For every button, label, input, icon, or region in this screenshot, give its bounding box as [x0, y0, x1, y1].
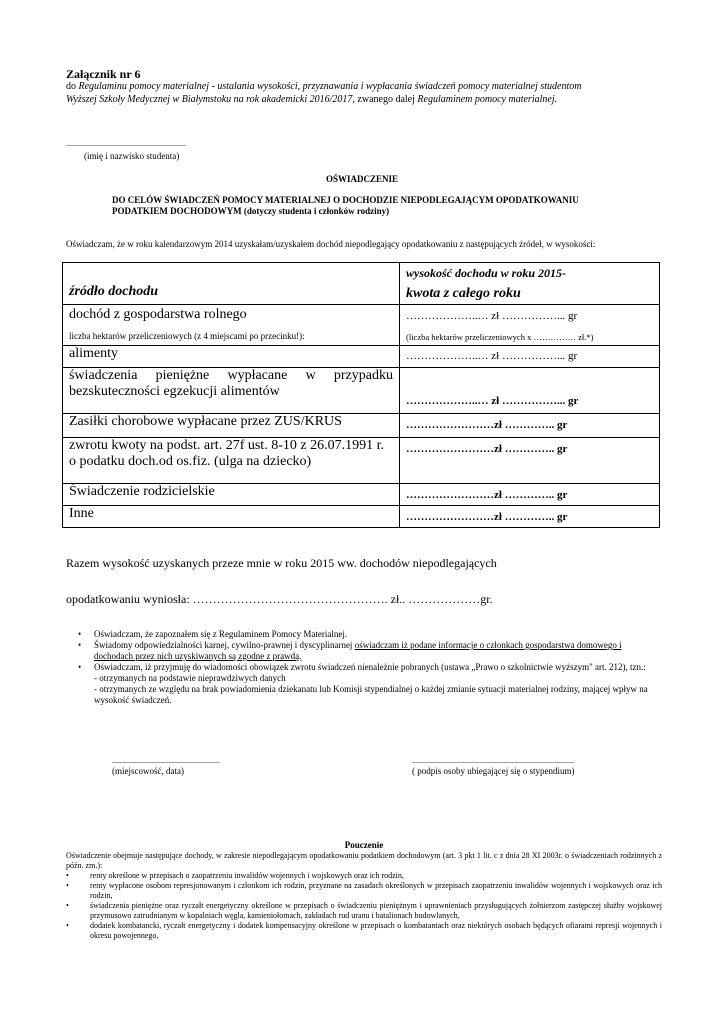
total-line2: opodatkowaniu wyniosła: …………………………………………. zł.. ………………gr.	[66, 592, 493, 606]
header-source: źródło dochodu	[63, 263, 400, 305]
table-row	[63, 484, 660, 506]
income-table	[62, 262, 660, 528]
row-source-note: liczba hektarów przeliczeniowych (z 4 miejscami po przecinku!):	[69, 331, 305, 341]
student-name-label: (imię i nazwisko studenta)	[84, 151, 180, 161]
instructions-title: Pouczenie	[344, 840, 384, 850]
total-line1: Razem wysokość uzyskanych przeze mnie w roku 2015 ww. dochodów niepodlegających	[66, 556, 497, 570]
place-date-label: (miejscowość, data)	[112, 766, 184, 776]
instructions-item: • renty określone w przepisach o zaopatrzeniu inwalidów wojennych i wojskowych oraz ich rodzin,	[66, 871, 662, 881]
declaration-underlined: oświadczam iż podane informacje o członkach gospodarstwa domowego i dochodach przez nich uzyskiwanych są zgodne z prawdą.	[94, 640, 622, 661]
row-source: zwrotu kwoty na podst. art. 27f ust. 8-10 z 26.07.1991 r. o podatku doch.od os.fiz. (ulga na dziecko)	[63, 438, 400, 484]
row-amount: ……………………zł ………….. gr	[400, 484, 660, 506]
row-source: alimenty	[63, 346, 400, 368]
table-row	[63, 506, 660, 528]
reference-line2: Wyższej Szkoły Medycznej w Białymstoku na rok akademicki 2016/2017	[66, 94, 353, 105]
row-amount: ……………………zł ………….. gr	[400, 438, 660, 484]
row-amount-note: (liczba hektarów przeliczeniowych x …………… zł.*)	[406, 332, 594, 342]
instructions-item: • świadczenia pieniężne oraz ryczałt energetyczny określone w przepisach o świadczeniu pieniężnym i uprawnieniach przysługujących żołnierzom zastępczej służby wojskowej przymusowo zatrudnianym w kopalniach węgla, kamieniołomach, zakładach rud uranu i batalionach budowlanych,	[66, 901, 662, 921]
reference-end: Regulaminem pomocy materialnej.	[417, 94, 558, 105]
declaration-sub: - otrzymanych ze względu na brak powiadomienia dziekanatu lub Komisji stypendialnej o każdej zmianie sytuacji materialnej rodziny, mającej wpływ na wysokość świadczeń.	[94, 684, 648, 705]
table-header-row	[63, 263, 660, 305]
table-row	[63, 438, 660, 484]
header-amount	[400, 263, 660, 305]
declaration-item	[78, 640, 660, 662]
row-source: Zasiłki chorobowe wypłacane przez ZUS/KRUS	[63, 414, 400, 438]
declarations	[78, 629, 660, 706]
student-name-dots: ............................................................	[66, 139, 186, 148]
row-source: świadczenia pieniężne wypłacane w przypadku bezskuteczności egzekucji alimentów	[63, 368, 400, 414]
row-source: Inne	[63, 506, 400, 528]
row-amount: ……………………zł ………….. gr	[400, 414, 660, 438]
subtitle-line2: PODATKIEM DOCHODOWYM (dotyczy studenta i członków rodziny)	[112, 206, 390, 216]
reference-line1: Regulaminu pomocy materialnej - ustalania wysokości, przyznawania i wypłacania świadczeń pomocy materialnej studentom	[78, 81, 582, 92]
header-amount-line2: kwota z całego roku	[406, 286, 521, 301]
table-row	[63, 414, 660, 438]
row-amount-cell	[400, 305, 660, 346]
reference-mid: , zwanego dalej	[352, 94, 418, 105]
subtitle-line1: DO CELÓW ŚWIADCZEŃ POMOCY MATERIALNEJ O DOCHODZIE NIEPODLEGAJĄCYM OPODATKOWANIU	[112, 195, 579, 205]
signature-label: ( podpis osoby ubiegającej się o stypendium)	[412, 766, 575, 776]
regulation-reference	[66, 80, 666, 106]
row-amount: ………………..… zł ……………... gr	[406, 310, 578, 322]
place-date-dots: ......................................................	[112, 756, 220, 765]
attachment-title: Załącznik nr 6	[66, 67, 141, 81]
declaration-item	[78, 662, 660, 706]
instructions-intro: Oświadczenie obejmuje następujące dochody, w zakresie niepodlegającym opodatkowaniu podatkiem dochodowym (art. 3 pkt 1 lit. c z dnia 28 XI 2003r. o świadczeniach rodzinnych z późn. zm.):	[66, 851, 662, 870]
document-subtitle	[112, 195, 662, 217]
declaration-item	[78, 629, 660, 640]
table-row	[63, 346, 660, 368]
intro-statement: Oświadczam, że w roku kalendarzowym 2014 uzyskałam/uzyskałem dochód niepodlegający opodatkowaniu z następujących źródeł, w wysokości:	[66, 239, 596, 249]
instructions-item: • dodatek kombatancki, ryczałt energetyczny i dodatek kompensacyjny określone w przepisach o kombatantach oraz niektórych osobach będących ofiarami represji wojennych i okresu powojennego,	[66, 921, 662, 941]
declaration-text: Oświadczam, iż przyjmuję do wiadomości obowiązek zwrotu świadczeń nienależnie pobranych (ustawa „Prawo o szkolnictwie wyższym" art. 212), tzn.:	[94, 662, 646, 672]
header-amount-line1: wysokość dochodu w roku 2015-	[406, 266, 567, 280]
declaration-text: Świadomy odpowiedzialności karnej, cywilno-prawnej i dyscyplinarnej	[94, 640, 355, 650]
row-source: dochód z gospodarstwa rolnego	[69, 307, 247, 322]
document-title: OŚWIADCZENIE	[325, 174, 399, 184]
signature-dots: .................................................................................	[412, 756, 574, 765]
row-amount: ………………..… zł ……………... gr	[400, 346, 660, 368]
row-amount: ……………………zł ………….. gr	[400, 506, 660, 528]
row-source-cell	[63, 305, 400, 346]
table-row	[63, 368, 660, 414]
row-amount: ………………..… zł ……………... gr	[400, 368, 660, 414]
declaration-sub: - otrzymanych na podstawie nieprawdziwych danych	[94, 673, 286, 683]
instructions	[66, 840, 662, 941]
row-source: Świadczenie rodzicielskie	[63, 484, 400, 506]
declaration-text: Oświadczam, że zapoznałem się z Regulaminem Pomocy Materialnej.	[94, 629, 348, 639]
reference-prefix: do	[66, 81, 79, 92]
table-row	[63, 305, 660, 346]
instructions-item: • renty wypłacone osobom represjonowanym i członkom ich rodzin, przyznane na zasadach określonych w przepisach zaopatrzeniu inwalidów wojennych i wojskowych oraz ich rodzin,	[66, 881, 662, 901]
